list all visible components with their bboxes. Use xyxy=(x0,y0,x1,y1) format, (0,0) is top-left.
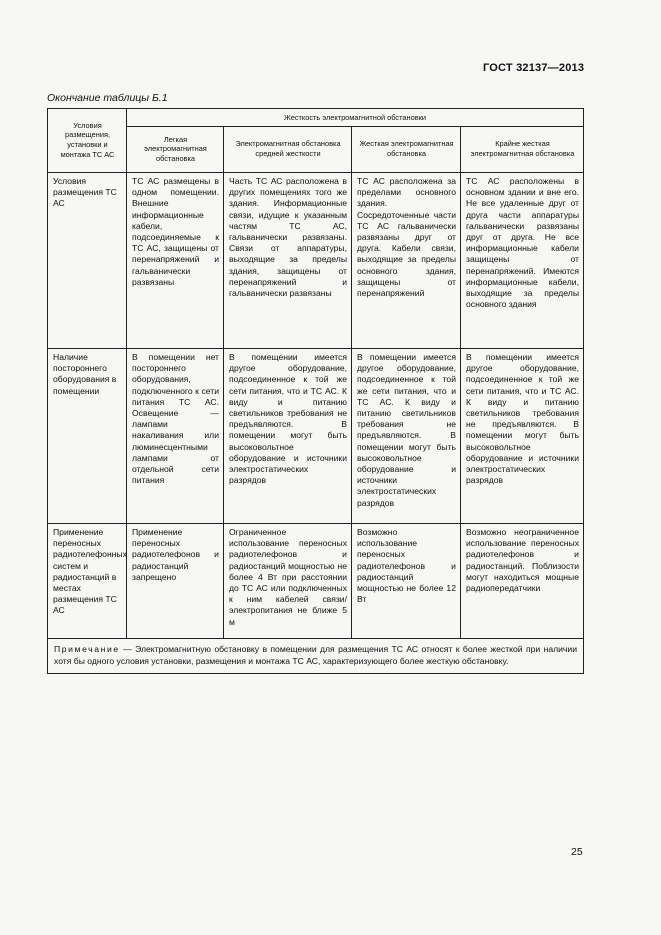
group-header: Жесткость электромагнитной обстановки xyxy=(127,109,584,127)
sub-header-light: Легкая электромагнитная обстановка xyxy=(127,127,224,173)
table-cell: ТС АС расположена за пределами основного здания. Сосредоточенные части ТС АС гальванически развязаны друг от друга. Кабели связи, выходящие за пределы основного здания, защищены от перенапряжений xyxy=(352,173,461,349)
note-text: — Электромагнитную обстановку в помещении для размещения ТС АС относят к более жесткой при наличии хотя бы одного условия установки, размещения и монтажа ТС АС, характеризующего более жесткую обстановку. xyxy=(54,644,577,666)
sub-header-medium: Электромагнитная обстановка средней жесткости xyxy=(224,127,352,173)
table-cell: Часть ТС АС расположена в других помещениях того же здания. Информационные связи, идущие к указанным частям ТС АС, гальванически развязаны. Связи от аппаратуры, выходящие за пределы здания, защищены от перенапряжений и гальванически развязаны xyxy=(224,173,352,349)
table-cell: Возможно использование переносных радиотелефонов и радиостанций мощностью не более 12 Вт xyxy=(352,524,461,639)
page-number: 25 xyxy=(571,846,583,858)
table-row xyxy=(48,524,584,639)
emc-table xyxy=(47,108,584,674)
row-condition: Условия размещения ТС АС xyxy=(48,173,127,349)
table-cell: ТС АС размещены в одном помещении. Внешние информационные кабели, подсоединяемые к ТС АС, защищены от перенапряжений и гальванически развязаны xyxy=(127,173,224,349)
table-cell: Применение переносных радиотелефонов и радиостанций запрещено xyxy=(127,524,224,639)
table-row xyxy=(48,173,584,349)
table-row xyxy=(48,349,584,524)
table-cell: В помещении нет постороннего оборудования, подключенного к сети питания ТС АС. Освещение — лампами накаливания или люминесцентными лампами от отдельной сети питания xyxy=(127,349,224,524)
table-note xyxy=(48,639,584,674)
sub-header-hard: Жесткая электромагнитная обстановка xyxy=(352,127,461,173)
sub-header-extreme: Крайне жесткая электромагнитная обстановка xyxy=(461,127,584,173)
table-cell: Возможно неограниченное использование переносных радиотелефонов и радиостанций. Поблизости могут находиться мощные радиопередатчики xyxy=(461,524,584,639)
table-cell: Ограниченное использование переносных радиотелефонов и радиостанций мощностью не более 4 Вт при расстоянии до ТС АС или подключенных к ним кабелей связи/электропитания не ближе 5 м xyxy=(224,524,352,639)
table-cell: В помещении имеется другое оборудование, подсоединенное к той же сети питания, что и ТС АС. К виду и питанию светильников требования не предъявляются. В помещении могут быть высоковольтное оборудование и источники электростатических разрядов xyxy=(224,349,352,524)
table-cell: В помещении имеется другое оборудование, подсоединенное к той же сети питания, что и ТС АС. К виду и питанию светильников требования не предъявляются. В помещении могут быть высоковольтное оборудование и источники электростатических разрядов xyxy=(461,349,584,524)
table-caption: Окончание таблицы Б.1 xyxy=(47,92,168,104)
table-cell: ТС АС расположены в основном здании и вне его. Не все удаленные друг от друга части аппаратуры гальванически развязаны друг от друга. Не все информационные кабели защищены от перенапряжений. Имеются информационные кабели, выходящие за пределы основного здания xyxy=(461,173,584,349)
note-label: Примечание xyxy=(54,644,120,654)
row-condition: Применение переносных радиотелефонных систем и радиостанций в местах размещения ТС АС xyxy=(48,524,127,639)
col-header-conditions: Условия размещения, установки и монтажа ТС АС xyxy=(48,109,127,173)
table-note-row xyxy=(48,639,584,674)
row-condition: Наличие постороннего оборудования в помещении xyxy=(48,349,127,524)
table-cell: В помещении имеется другое оборудование, подсоединенное к той же сети питания, что и ТС АС. К виду и питанию светильников требования не предъявляются. В помещении могут быть высоковольтное оборудование и источники электростатических разрядов xyxy=(352,349,461,524)
standard-designation: ГОСТ 32137—2013 xyxy=(483,62,585,74)
